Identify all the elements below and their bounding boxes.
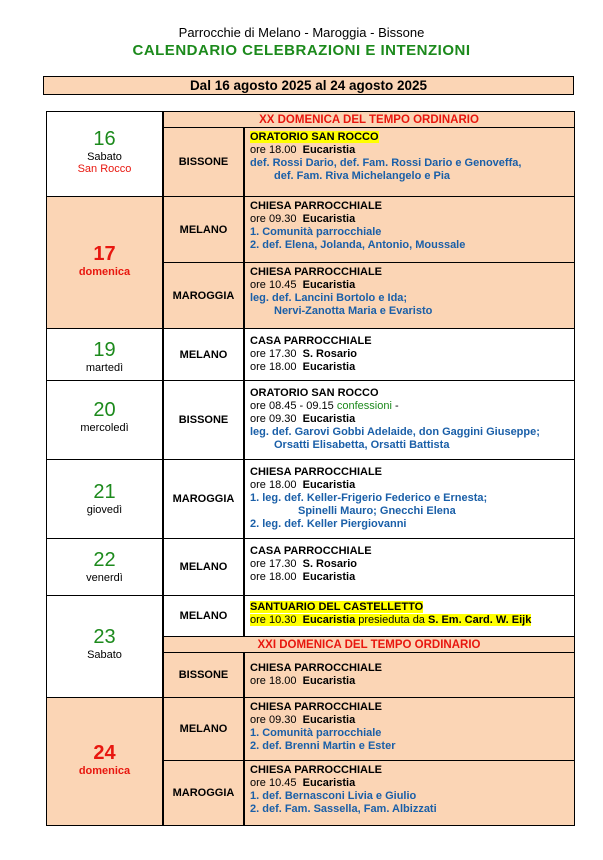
day-17 <box>46 196 163 329</box>
intention: 2. def. Brenni Martin e Ester <box>250 740 396 752</box>
day-number: 17 <box>93 243 116 265</box>
event: Eucaristia <box>302 479 356 491</box>
intention: 1. Comunità parrocchiale <box>250 226 382 238</box>
day-label: martedì <box>85 362 124 374</box>
event: confessioni <box>336 400 392 412</box>
event: Eucaristia <box>302 213 356 225</box>
day-label: domenica <box>78 765 131 777</box>
intention: Spinelli Mauro; Gnecchi Elena <box>298 505 456 517</box>
day-16 <box>46 111 163 197</box>
celebration-24-maroggia <box>244 760 575 826</box>
celebration-21 <box>244 459 575 539</box>
celebration-17-melano <box>244 196 575 263</box>
time: ore 08.45 - 09.15 <box>250 400 334 412</box>
event: Eucaristia <box>302 777 356 789</box>
celebrant: S. Em. Card. W. Eijk <box>428 614 532 626</box>
day-24 <box>46 697 163 826</box>
day-label: mercoledì <box>80 422 129 434</box>
place-bissone: BISSONE <box>163 652 244 698</box>
time: ore 18.00 <box>250 479 297 491</box>
time: ore 10.45 <box>250 777 297 789</box>
venue: CHIESA PARROCCHIALE <box>250 764 383 776</box>
day-23 <box>46 595 163 698</box>
day-21 <box>46 459 163 539</box>
intention: 1. leg. def. Keller-Frigerio Federico e Ernesta; <box>250 492 488 504</box>
place-maroggia: MAROGGIA <box>163 459 244 539</box>
celebration-16 <box>244 127 575 197</box>
intention: 2. leg. def. Keller Piergiovanni <box>250 518 407 530</box>
intention: def. Rossi Dario, def. Fam. Rossi Dario e Genoveffa, <box>250 157 522 169</box>
event: Eucaristia <box>302 144 356 156</box>
time: ore 09.30 <box>250 413 297 425</box>
place-melano: MELANO <box>163 196 244 263</box>
venue: CASA PARROCCHIALE <box>250 545 372 557</box>
intention: def. Fam. Riva Michelangelo e Pia <box>274 170 451 182</box>
venue: CHIESA PARROCCHIALE <box>250 701 383 713</box>
place-bissone: BISSONE <box>163 380 244 460</box>
place-melano: MELANO <box>163 697 244 761</box>
venue: ORATORIO SAN ROCCO <box>250 131 379 143</box>
venue: CHIESA PARROCCHIALE <box>250 266 383 278</box>
venue: CHIESA PARROCCHIALE <box>250 662 383 674</box>
day-feast: San Rocco <box>77 163 132 175</box>
time: ore 18.00 <box>250 675 297 687</box>
day-label: giovedì <box>86 504 123 516</box>
separator: - <box>391 400 399 412</box>
event: Eucaristia <box>302 571 356 583</box>
time: ore 17.30 <box>250 348 297 360</box>
time: ore 18.00 <box>250 144 297 156</box>
intention: Nervi-Zanotta Maria e Evaristo <box>274 305 433 317</box>
note: presieduta da <box>358 614 425 626</box>
intention: Orsatti Elisabetta, Orsatti Battista <box>274 439 450 451</box>
intention: 2. def. Elena, Jolanda, Antonio, Moussale <box>250 239 466 251</box>
venue: CASA PARROCCHIALE <box>250 335 372 347</box>
day-number: 16 <box>93 128 116 150</box>
intention: 1. Comunità parrocchiale <box>250 727 382 739</box>
day-19 <box>46 328 163 381</box>
celebration-19 <box>244 328 575 381</box>
place-melano: MELANO <box>163 328 244 381</box>
intention: 2. def. Fam. Sassella, Fam. Albizzati <box>250 803 437 815</box>
event: Eucaristia <box>302 361 356 373</box>
day-20 <box>46 380 163 460</box>
venue: ORATORIO SAN ROCCO <box>250 387 379 399</box>
intention: 1. def. Bernasconi Livia e Giulio <box>250 790 417 802</box>
place-melano: MELANO <box>163 595 244 637</box>
place-maroggia: MAROGGIA <box>163 760 244 826</box>
sunday-band-xxi: XXI DOMENICA DEL TEMPO ORDINARIO <box>163 636 575 653</box>
venue: CHIESA PARROCCHIALE <box>250 200 383 212</box>
celebration-23-melano <box>244 595 575 637</box>
event: Eucaristia <box>302 614 356 626</box>
event: Eucaristia <box>302 675 356 687</box>
time: ore 18.00 <box>250 361 297 373</box>
time: ore 17.30 <box>250 558 297 570</box>
celebration-20 <box>244 380 575 460</box>
celebration-24-melano <box>244 697 575 761</box>
celebration-23-bissone <box>244 652 575 698</box>
event: S. Rosario <box>302 558 358 570</box>
day-label: domenica <box>78 266 131 278</box>
day-number: 19 <box>93 339 116 361</box>
day-label: Sabato <box>87 151 122 163</box>
sunday-band-xx: XX DOMENICA DEL TEMPO ORDINARIO <box>163 111 575 128</box>
time: ore 10.45 <box>250 279 297 291</box>
venue: SANTUARIO DEL CASTELLETTO <box>250 601 424 613</box>
place-melano: MELANO <box>163 538 244 596</box>
intention: leg. def. Lancini Bortolo e Ida; <box>250 292 408 304</box>
time: ore 18.00 <box>250 571 297 583</box>
day-22 <box>46 538 163 596</box>
venue: CHIESA PARROCCHIALE <box>250 466 383 478</box>
day-label: venerdì <box>86 572 123 584</box>
day-label: Sabato <box>87 649 122 661</box>
day-number: 22 <box>93 549 116 571</box>
intention: leg. def. Garovi Gobbi Adelaide, don Gaggini Giuseppe; <box>250 426 540 438</box>
time: ore 09.30 <box>250 213 297 225</box>
event: Eucaristia <box>302 714 356 726</box>
parishes-line: Parrocchie di Melano - Maroggia - Bissone <box>178 25 425 40</box>
place-maroggia: MAROGGIA <box>163 262 244 329</box>
event: Eucaristia <box>302 279 356 291</box>
celebration-17-maroggia <box>244 262 575 329</box>
day-number: 20 <box>93 399 116 421</box>
event: Eucaristia <box>302 413 356 425</box>
day-number: 24 <box>93 742 116 764</box>
celebration-22 <box>244 538 575 596</box>
day-number: 23 <box>93 626 116 648</box>
event: S. Rosario <box>302 348 358 360</box>
place-bissone: BISSONE <box>163 127 244 197</box>
day-number: 21 <box>93 481 116 503</box>
time: ore 10.30 <box>250 614 297 626</box>
document-title: CALENDARIO CELEBRAZIONI E INTENZIONI <box>132 42 471 59</box>
date-range: Dal 16 agosto 2025 al 24 agosto 2025 <box>43 76 574 95</box>
time: ore 09.30 <box>250 714 297 726</box>
